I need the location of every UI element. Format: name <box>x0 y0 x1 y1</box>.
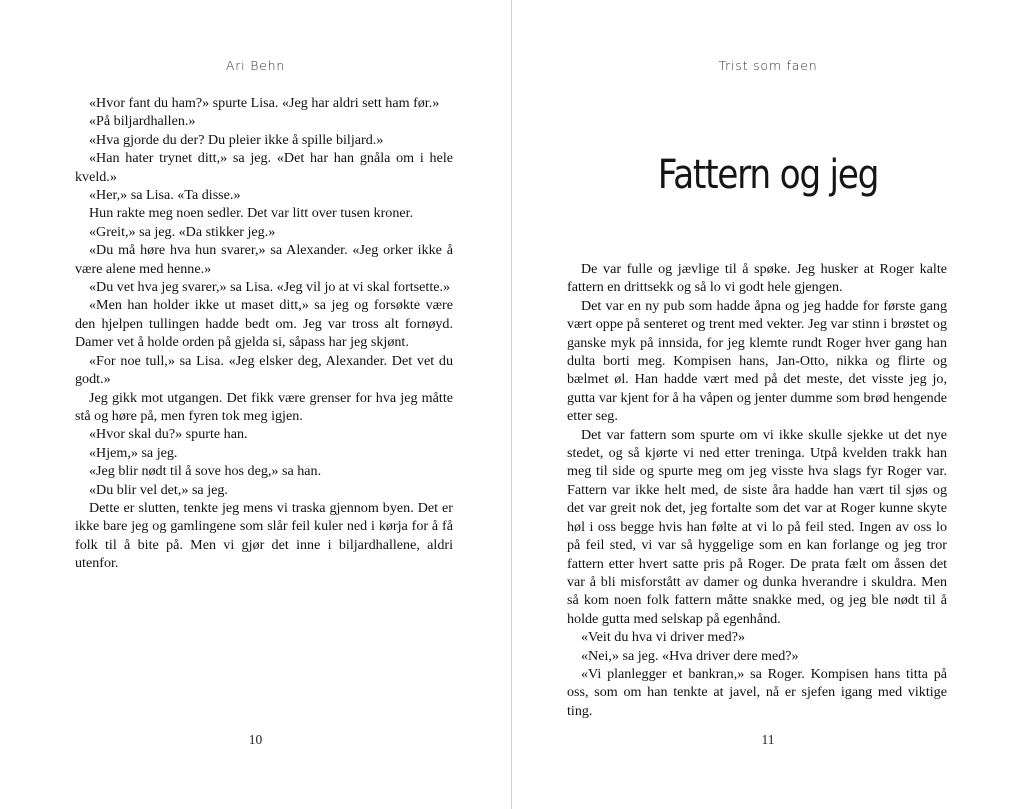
paragraph: «Men han holder ikke ut maset ditt,» sa jeg og forsøkte være den hjelpen tullingen hadde bedt om. Jeg var tross alt fornøyd. Damer vet å holde orden på gjelda si, såpass har jeg skjønt. <box>75 297 453 351</box>
page-number: 10 <box>248 732 263 747</box>
paragraph: «På biljardhallen.» <box>89 113 196 130</box>
paragraph: Dette er slutten, tenkte jeg mens vi traska gjennom byen. Det er ikke bare jeg og gamlingene som slår feil kuler ned i kørja for å få folk til å bite på. Men vi gjør det inne i biljardhallene, aldri utenfor. <box>75 499 453 572</box>
paragraph: Hun rakte meg noen sedler. Det var litt over tusen kroner. <box>89 205 414 222</box>
paragraph: «Greit,» sa jeg. «Da stikker jeg.» <box>89 223 276 240</box>
left-page <box>0 0 511 809</box>
paragraph: Jeg gikk mot utgangen. Det fikk være grenser for hva jeg måtte stå og høre på, men fyren tok meg igjen. <box>75 389 453 424</box>
paragraph: «Hvor skal du?» spurte han. <box>89 426 248 443</box>
paragraph: «Veit du hva vi driver med?» <box>581 629 745 646</box>
paragraph: «Han hater trynet ditt,» sa jeg. «Det har han gnåla om i hele kveld.» <box>75 150 453 185</box>
paragraph: Det var en ny pub som hadde åpna og jeg hadde for første gang vært oppe på senteret og trent med vekter. Jeg var stinn i brøstet og ganske myk på innsida, for jeg klemte rundt Roger hver gang han dulta borti meg. Kompisen hans, Jan-Otto, nikka og flirte og bælmet øl. Han hadde vært med på det meste, det visste jeg jo, gutta var kjent for å ha våpen og jenter dumme som brød hengende etter seg. <box>567 297 947 425</box>
running-head-book-title: Trist som faen <box>718 58 818 73</box>
paragraph: Det var fattern som spurte om vi ikke skulle sjekke ut det nye stedet, og så kjørte vi ned etter treninga. Utpå kvelden trakk han meg til side og spurte meg om jeg visste hva slags fyr Roger var. Fattern var ikke helt med, de siste åra hadde han vært til sjøs og det var greit nok det, jeg fortalte som det var at Roger kunne skyte høl i oss begge hvis han følte at vi lo på feil sted. Ingen av oss lo på feil sted, vi var så hyggelige som en kan forlange og jeg tror fattern etter hvert satte pris på Roger. De prata fælt om åssen det var å bli misforstått av damer og dunka hverandre i skuldra. Men så kom noen folk fattern måtte snakke med, og jeg ble nødt til å holde gutta med selskap på egenhånd. <box>567 426 947 627</box>
paragraph: «Her,» sa Lisa. «Ta disse.» <box>89 187 241 204</box>
paragraph: «Du må høre hva hun svarer,» sa Alexander. «Jeg orker ikke å være alene med henne.» <box>75 242 453 277</box>
left-body-text <box>75 94 453 573</box>
page-number: 11 <box>761 732 775 747</box>
paragraph: «For noe tull,» sa Lisa. «Jeg elsker deg, Alexander. Det vet du godt.» <box>75 352 453 388</box>
paragraph: «Nei,» sa jeg. «Hva driver dere med?» <box>581 647 799 664</box>
paragraph: «Hjem,» sa jeg. <box>89 444 178 461</box>
right-body-text <box>567 260 947 720</box>
paragraph: «Du vet hva jeg svarer,» sa Lisa. «Jeg vil jo at vi skal fortsette.» <box>89 279 451 296</box>
running-head-author: Ari Behn <box>225 58 286 73</box>
paragraph: «Hva gjorde du der? Du pleier ikke å spille biljard.» <box>89 131 384 148</box>
paragraph: «Jeg blir nødt til å sove hos deg,» sa han. <box>89 463 322 480</box>
paragraph: «Vi planlegger et bankran,» sa Roger. Kompisen hans titta på oss, som om han tenkte at javel, nå er sjefen igang med viktige ting. <box>567 665 947 719</box>
chapter-title: Fattern og jeg <box>657 152 879 198</box>
paragraph: De var fulle og jævlige til å spøke. Jeg husker at Roger kalte fattern en drittsekk og så lo vi godt hele gjengen. <box>567 261 947 296</box>
paragraph: «Hvor fant du ham?» spurte Lisa. «Jeg har aldri sett ham før.» <box>89 95 440 111</box>
paragraph: «Du blir vel det,» sa jeg. <box>89 481 228 498</box>
